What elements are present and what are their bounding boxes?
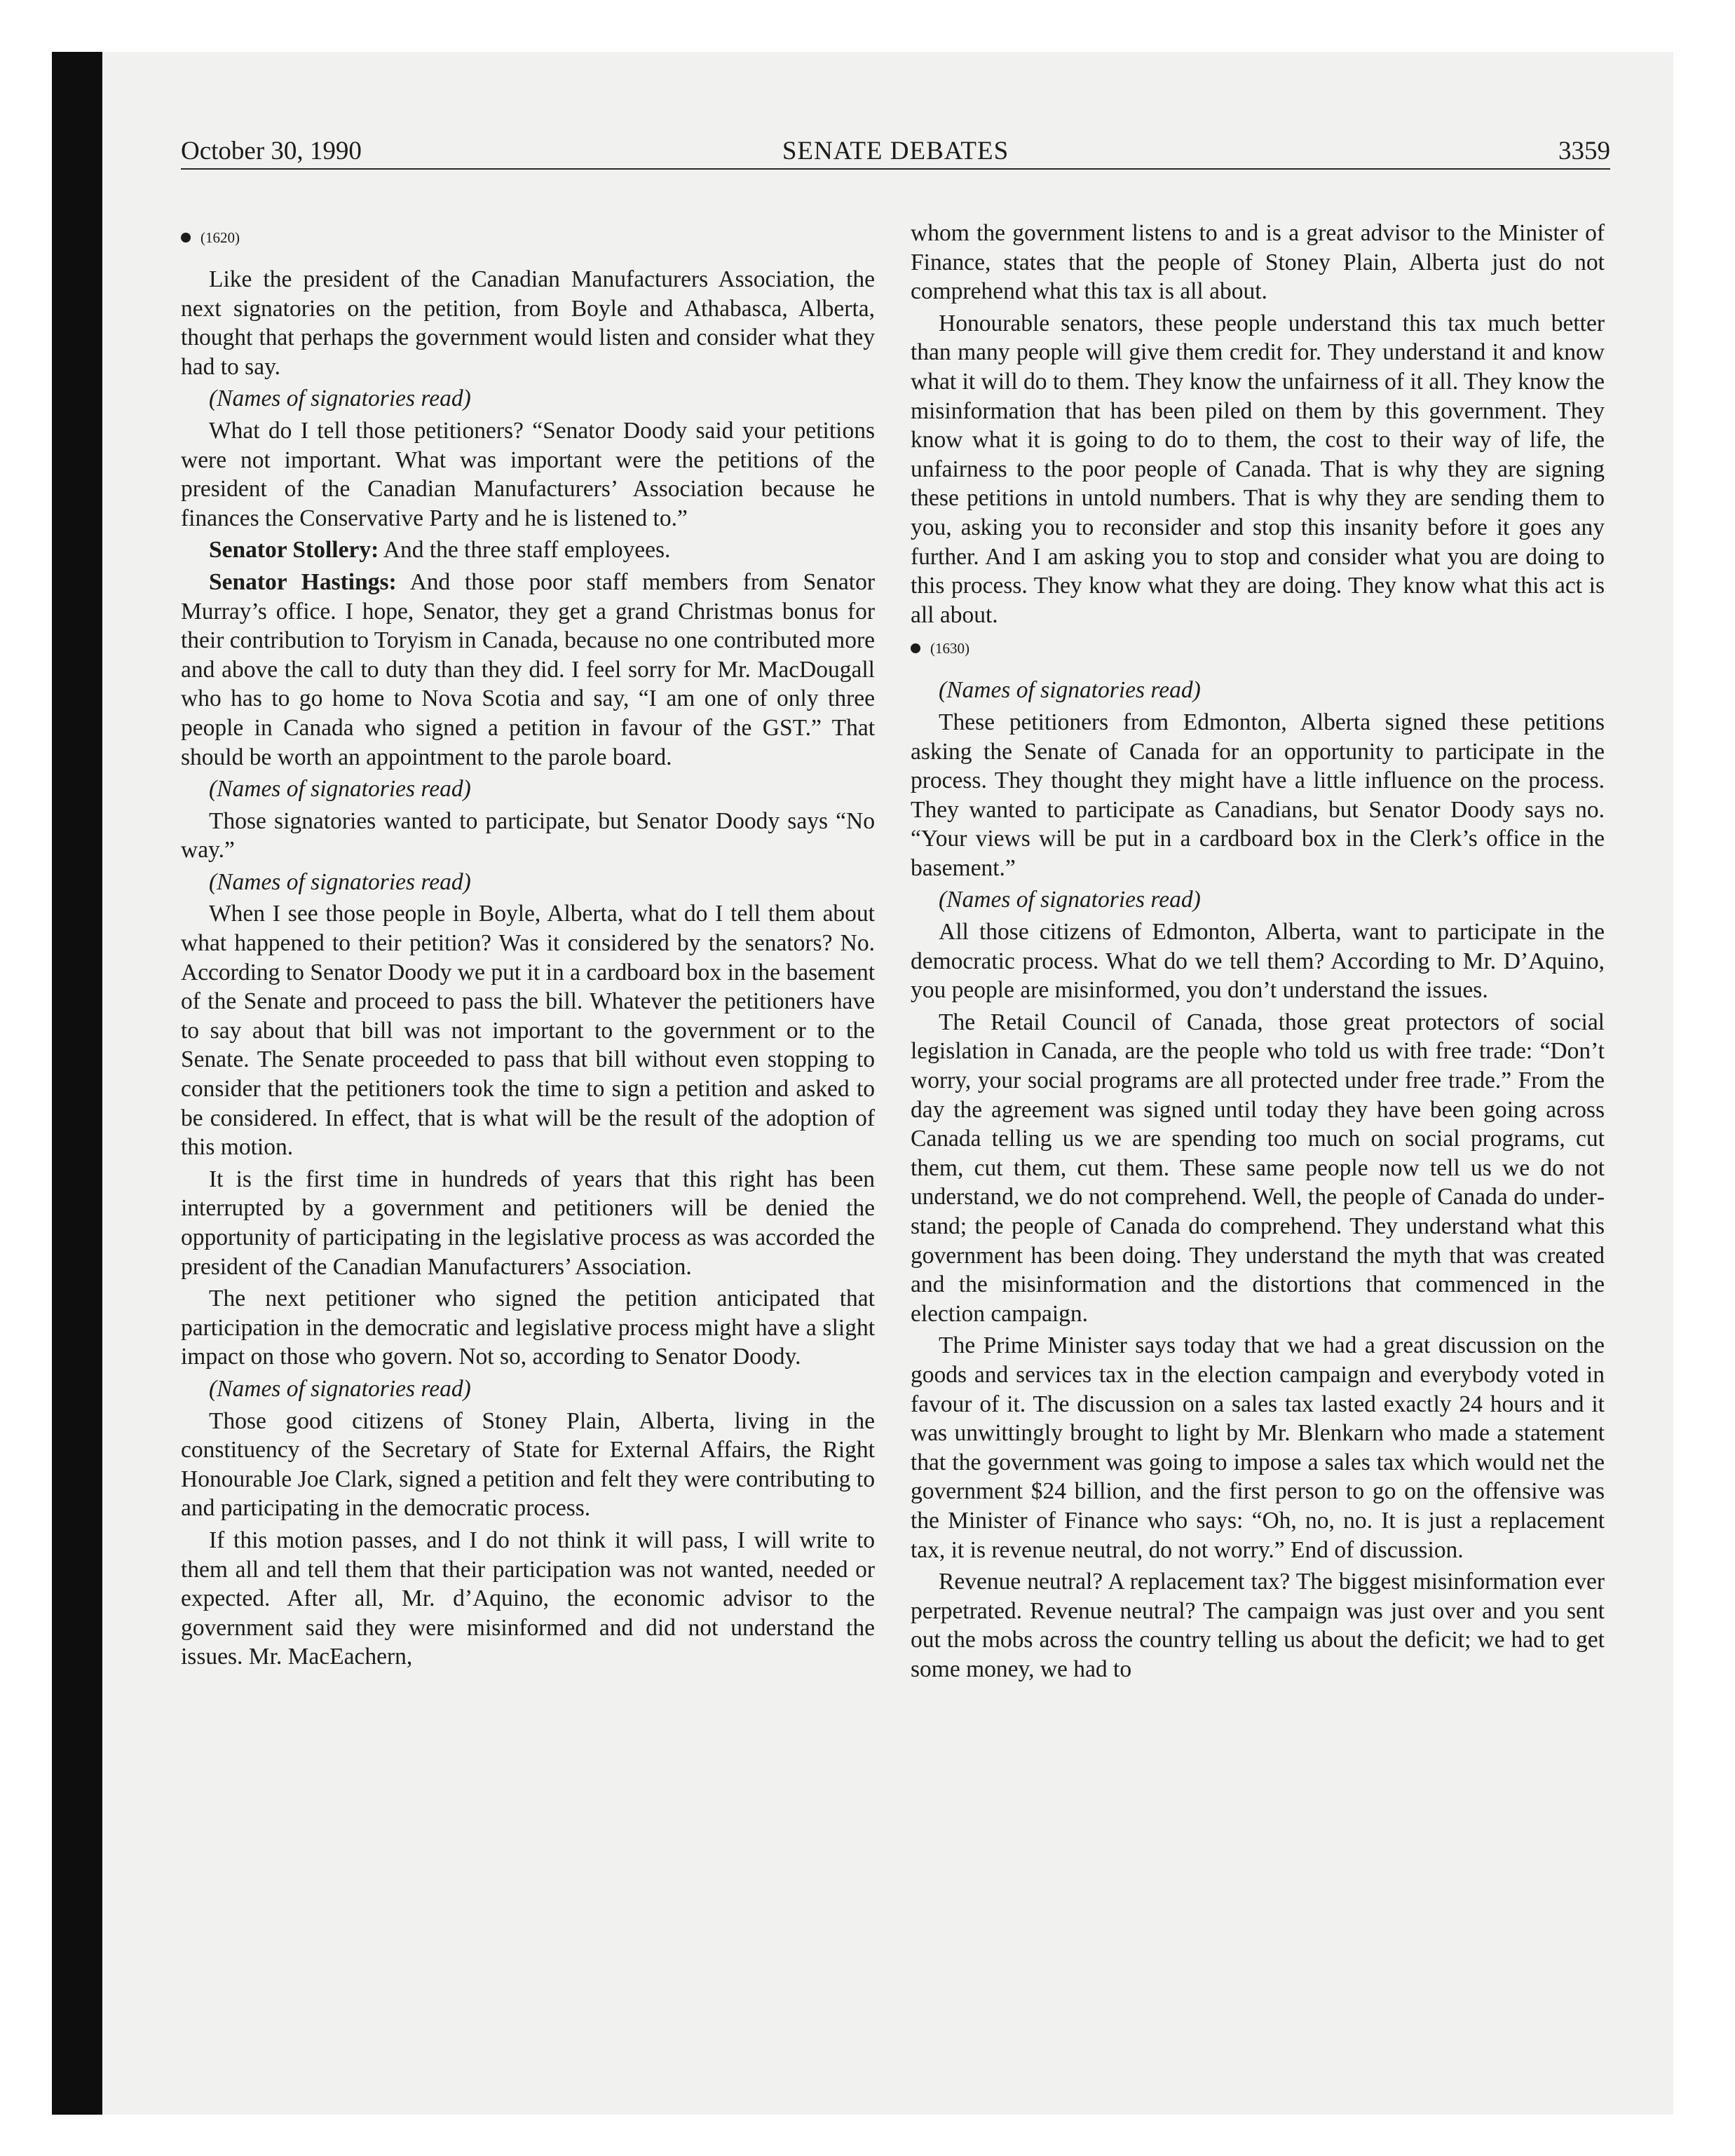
paragraph: The Prime Minister says today that we had a great discussion on the goods and services tax in the election campaign and everybody voted in favour of it. The discussion on a sales tax lasted exactly 24 hours and it was unwittingly brought to light by Mr. Blenkarn who made a statement that the government was going to impose a sales tax which would net the government $24 billion, and the first person to go on the offensive was the Minister of Finance who says: “Oh, no, no. It is just a replacement tax, it is revenue neutral, do not worry.” End of discussion. — [911, 1332, 1605, 1563]
speech-stollery — [181, 535, 875, 565]
paragraph: Honourable senators, these people understand this tax much better than many people will give them credit for. They understand it and know what it will do to them. They know the unfairness of it all. They know the misinformation that has been piled on them by this government. They know what it is going to do to them, the cost to their way of life, the unfairness to the poor people of Canada. That is why they are signing these petitions in untold numbers. That is why they are sending them to you, asking you to reconsider and stop this insanity before it goes any further. And I am asking you to stop and consider what you are doing to this process. They know what they are doing. They know what this act is all about. — [911, 310, 1605, 628]
right-column — [911, 219, 1605, 1687]
paragraph: The Retail Council of Canada, those great protectors of social legislation in Canada, are the people who told us with free trade: “Don’t worry, your social programs are all protected under free trade.” From the day the agreement was signed until today they have been going across Canada telling us we are spending too much on social programs, cut them, cut them, cut them. These same people now tell us we do not understand, we do not comprehend. Well, the people of Canada do understand; the people of Canada do comprehend. They understand what this government has been doing. They understand the myth that was created and the misinformation and the distortions that commenced in the election campaign. — [911, 1009, 1605, 1327]
time-marker-text: (1630) — [930, 640, 969, 657]
paragraph: It is the first time in hundreds of years that this right has been interrupted by a government and petitioners will be denied the opportunity of participating in the legislative process as was accorded the president of the Canadian Manufacturers’ Association. — [181, 1166, 875, 1280]
paragraph-continued: whom the government listens to and is a great advisor to the Minister of Finance, states that the people of Stoney Plain, Alberta just do not comprehend what this tax is all about. — [911, 220, 1605, 305]
page-number: 3359 — [1558, 137, 1610, 165]
paragraph: What do I tell those petitioners? “Senator Doody said your petitions were not important. What was important were the petitions of the president of the Canadian Manufacturers’ Association because he finances the Conservative Party and he is listened to.” — [181, 417, 875, 531]
time-marker — [911, 638, 1605, 659]
paragraph: Those signatories wanted to participate, but Senator Doody says “No way.” — [181, 807, 875, 864]
speech-text: And the three staff employees. — [379, 537, 671, 564]
bullet-icon — [181, 233, 191, 243]
speaker-name: Senator Hastings: — [209, 568, 397, 595]
header-date: October 30, 1990 — [181, 137, 362, 165]
document-page — [102, 52, 1673, 2115]
stage-direction: (Names of signatories read) — [209, 1375, 471, 1402]
page-header — [181, 135, 1610, 170]
stage-direction: (Names of signatories read) — [209, 386, 471, 412]
left-column — [181, 219, 875, 1674]
paragraph: The next petitioner who signed the petition anticipated that participation in the democratic and legislative process might have a slight impact on those who govern. Not so, according to Senator Doody. — [181, 1285, 875, 1370]
bullet-icon — [911, 643, 920, 653]
stage-direction: (Names of signatories read) — [939, 887, 1201, 913]
header-title: SENATE DEBATES — [782, 137, 1009, 165]
paragraph: When I see those people in Boyle, Alberta, what do I tell them about what happened to their petition? Was it considered by the senators? No. According to Senator Doody we put it in a cardboard box in the basement of the Senate and proceed to pass the bill. Whatever the petitioners have to say about that bill was not important to the government or to the Senate. The Senate proceeded to pass that bill without even stopping to consider that the petitioners took the time to sign a petition and asked to be considered. In effect, that is what will be the result of the adoption of this motion. — [181, 901, 875, 1161]
stage-direction: (Names of signatories read) — [939, 677, 1201, 704]
speech-hastings — [181, 568, 875, 772]
paragraph: These petitioners from Edmonton, Alberta signed these petitions asking the Senate of Canada for an opportunity to participate in the process. They thought they might have a little influence on the process. They wanted to participate as Canadians, but Senator Doody says no. “Your views will be put in a cardboard box in the Clerk’s office in the basement.” — [911, 709, 1605, 881]
time-marker — [181, 227, 875, 248]
stage-direction: (Names of signatories read) — [209, 868, 471, 895]
paragraph: If this motion passes, and I do not think it will pass, I will write to them all and tell them that their participation was not wanted, needed or expected. After all, Mr. d’Aquino, the economic advisor to the government said they were misinformed and did not understand the issues. Mr. MacEachern, — [181, 1527, 875, 1670]
speech-text: And those poor staff members from Senator Murray’s office. I hope, Senator, they get a grand Christmas bonus for their contribution to Toryism in Canada, because no one contributed more and above the call to duty than they did. I feel sorry for Mr. MacDougall who has to go home to Nova Scotia and say, “I am one of only three people in Canada who signed a petition in favour of the GST.” That should be worth an appointment to the parole board. — [181, 568, 875, 770]
stage-direction: (Names of signatories read) — [209, 776, 471, 803]
time-marker-text: (1620) — [200, 229, 240, 246]
paragraph: Those good citizens of Stoney Plain, Alberta, living in the constituency of the Secretary of State for External Affairs, the Right Honourable Joe Clark, signed a petition and felt they were contributing to and participating in the democratic process. — [181, 1407, 875, 1522]
scan-edge — [52, 52, 102, 2115]
speaker-name: Senator Stollery: — [209, 537, 379, 564]
paragraph: Like the president of the Canadian Manufacturers Association, the next signatories on the petition, from Boyle and Athabasca, Alberta, thought that perhaps the government would listen and consider what they had to say. — [181, 266, 875, 380]
paragraph: All those citizens of Edmonton, Alberta, want to participate in the democratic process. What do we tell them? According to Mr. D’Aquino, you people are misinformed, you don’t understand the issues. — [911, 919, 1605, 1004]
paragraph: Revenue neutral? A replacement tax? The biggest misinformation ever perpetrated. Revenue neutral? The campaign was just over and you sent out the mobs across the country telling us about the deficit; we had to get some money, we had to — [911, 1569, 1605, 1682]
